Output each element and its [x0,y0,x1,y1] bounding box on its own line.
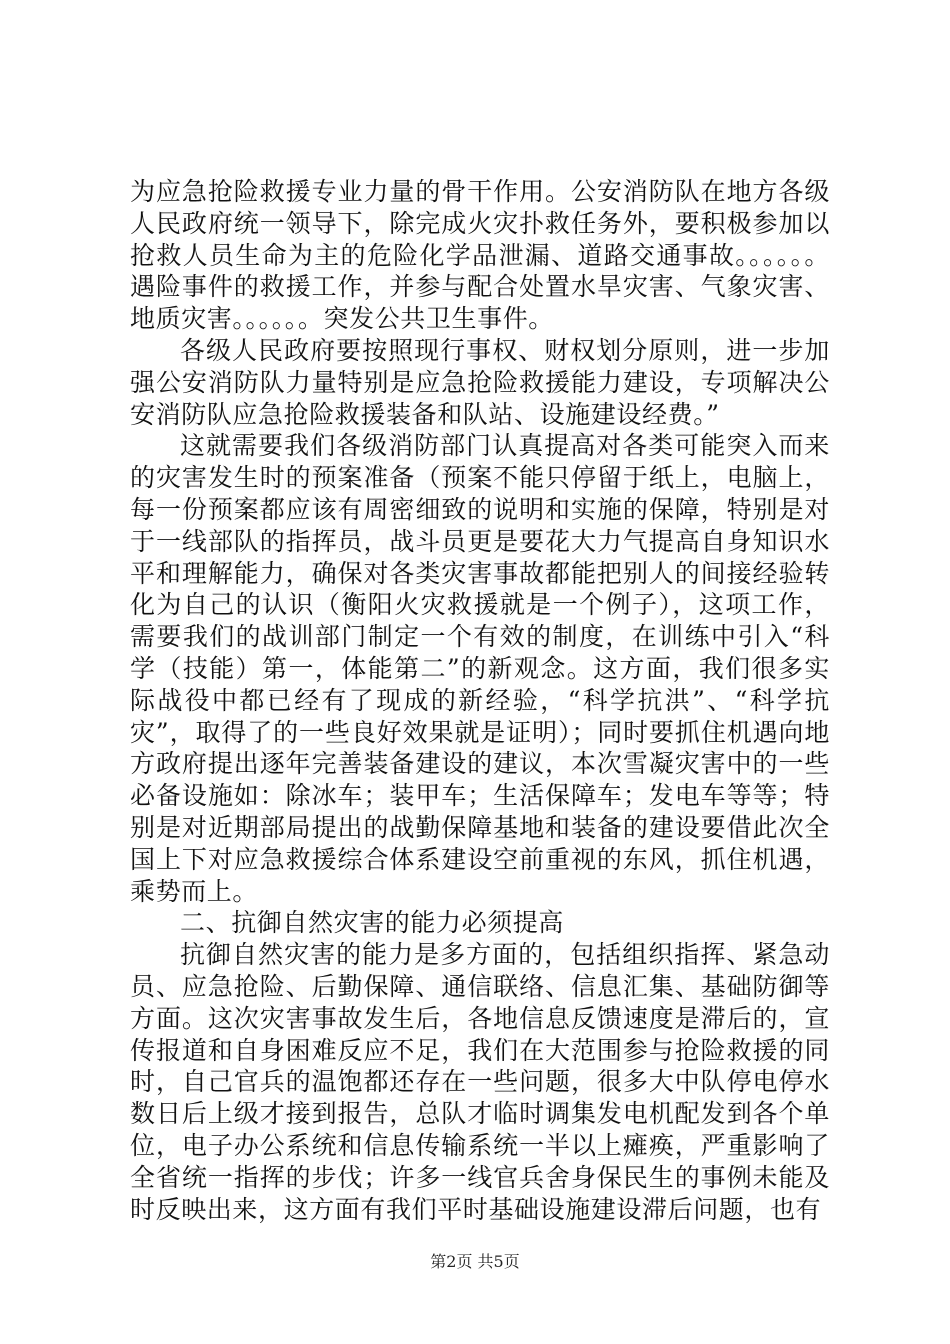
paragraph-1: 为应急抢险救援专业力量的骨干作用。公安消防队在地方各级人民政府统一领导下，除完成火灾扑救任务外，要积极参加以抢救人员生命为主的危险化学品泄漏、道路交通事故。。。。。。遇险事件的救援工作，并参与配合处置水旱灾害、气象灾害、地质灾害。。。。。。突发公共卫生事件。 [130,177,830,334]
document-body [130,176,830,1225]
paragraph-3: 这就需要我们各级消防部门认真提高对各类可能突入而来的灾害发生时的预案准备（预案不能只停留于纸上，电脑上，每一份预案都应该有周密细致的说明和实施的保障，特别是对于一线部队的指挥员，战斗员更是要花大力气提高自身知识水平和理解能力，确保对各类灾害事故都能把别人的间接经验转化为自己的认识（衡阳火灾救援就是一个例子），这项工作，需要我们的战训部门制定一个有效的制度，在训练中引入“科学（技能）第一，体能第二”的新观念。这方面，我们很多实际战役中都已经有了现成的新经验，“科学抗洪”、“科学抗灾”，取得了的一些良好效果就是证明）；同时要抓住机遇向地方政府提出逐年完善装备建设的建议，本次雪凝灾害中的一些必备设施如：除冰车；装甲车；生活保障车；发电车等等；特别是对近期部局提出的战勤保障基地和装备的建设要借此次全国上下对应急救援综合体系建设空前重视的东风，抓住机遇，乘势而上。 [130,431,830,906]
paragraph-4: 抗御自然灾害的能力是多方面的，包括组织指挥、紧急动员、应急抢险、后勤保障、通信联络、信息汇集、基础防御等方面。这次灾害事故发生后，各地信息反馈速度是滞后的，宣传报道和自身困难反应不足，我们在大范围参与抢险救援的同时，自己官兵的温饱都还存在一些问题，很多大中队停电停水数日后上级才接到报告，总队才临时调集发电机配发到各个单位，电子办公系统和信息传输系统一半以上瘫痪，严重影响了全省统一指挥的步伐；许多一线官兵舍身保民生的事例未能及时反映出来，这方面有我们平时基础设施建设滞后问题，也有 [130,940,830,1224]
paragraph-2: 各级人民政府要按照现行事权、财权划分原则，进一步加强公安消防队力量特别是应急抢险救援能力建设，专项解决公安消防队应急抢险救援装备和队站、设施建设经费。” [130,335,830,429]
page-number-footer: 第2页 共5页 [430,1252,520,1271]
section-heading-2: 二、抗御自然灾害的能力必须提高 [180,908,565,938]
